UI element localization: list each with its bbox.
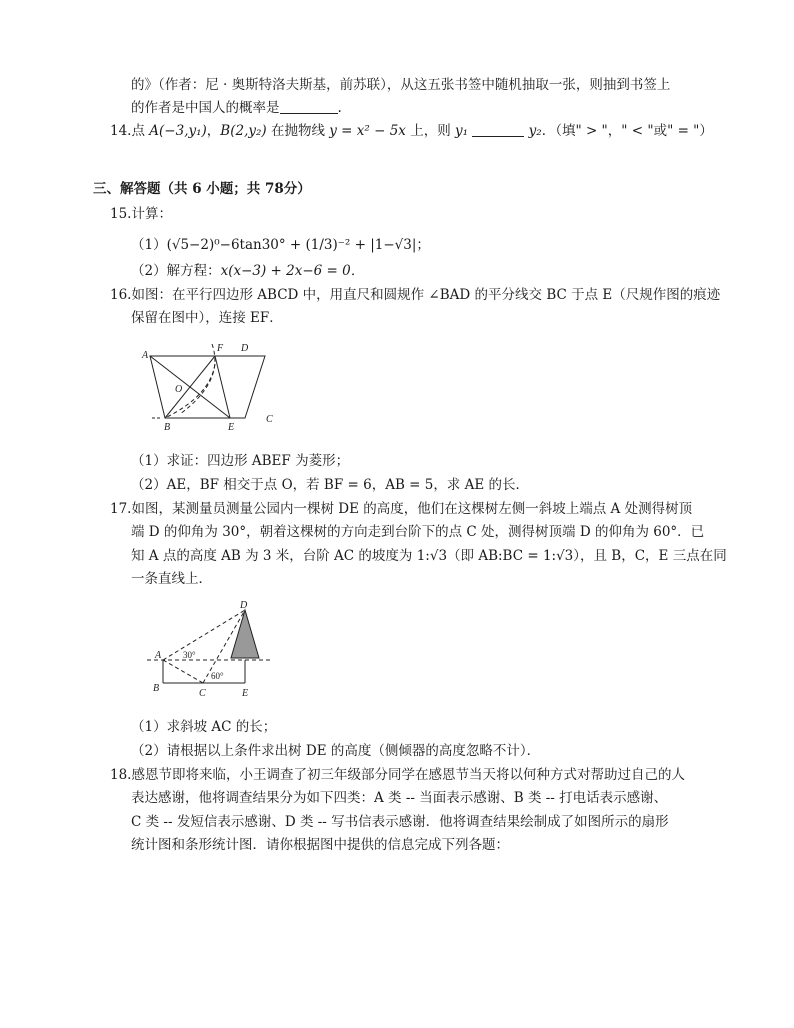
q18-line4: 统计图和条形统计图．请你根据图中提供的信息完成下列各题： — [131, 837, 509, 853]
q16-part1: （1）求证：四边形 ABEF 为菱形； — [131, 453, 350, 469]
q16-line2: 保留在图中），连接 EF． — [131, 310, 283, 326]
segment-bf — [165, 356, 215, 418]
q14: 14.点 A(−3,y₁)，B(2,y₂) 在抛物线 y = x² − 5x 上，则 y₁ y₂．（填" > "，" < "或" = "） — [110, 123, 713, 139]
label-b: B — [153, 683, 160, 694]
label-c: C — [266, 414, 273, 425]
label-d: D — [240, 600, 248, 611]
slope-ac — [163, 660, 203, 683]
q15-title: 15.计算： — [110, 206, 172, 222]
q17-line1: 17.如图，某测量员测量公园内一棵树 DE 的高度，他们在这棵树左侧一斜坡上端点 A 处测得树顶 — [110, 501, 693, 517]
parallelogram-figure — [140, 336, 290, 436]
answer-blank[interactable] — [280, 101, 338, 114]
q15-part1: （1）(√5−2)⁰−6tan30° + (1/3)⁻² + |1−√3|； — [131, 237, 430, 253]
label-e: E — [228, 422, 235, 433]
q13-line2: 的作者是中国人的概率是 . — [131, 100, 342, 116]
tree-measurement-figure — [145, 598, 285, 700]
q17-line2: 端 D 的仰角为 30°，朝着这棵树的方向走到台阶下的点 C 处，测得树顶端 D 的仰角为 60°．已 — [131, 524, 705, 540]
label-b: B — [164, 422, 171, 433]
q17-line3: 知 A 点的高度 AB 为 3 米，台阶 AC 的坡度为 1:√3（即 AB:BC = 1:√3），且 B，C，E 三点在同 — [131, 548, 727, 564]
angle-60-label: 60° — [211, 671, 224, 681]
compass-arc-2 — [165, 364, 215, 418]
answer-blank[interactable] — [472, 124, 524, 137]
q16-part2: （2）AE，BF 相交于点 O，若 BF = 6，AB = 5，求 AE 的长． — [131, 477, 530, 493]
q17-line4: 一条直线上． — [131, 571, 212, 587]
label-a: A — [142, 350, 149, 361]
q17-part2: （2）请根据以上条件求出树 DE 的高度（侧倾器的高度忽略不计）． — [131, 743, 541, 759]
label-o: O — [175, 384, 183, 395]
q17-part1: （1）求斜坡 AC 的长； — [131, 719, 277, 735]
angle-30-label: 30° — [183, 650, 196, 660]
q18-line1: 18.感恩节即将来临，小王调查了初三年级部分同学在感恩节当天将以何种方式对帮助过自己的人 — [110, 767, 685, 783]
section-title: 三、解答题（共 6 小题；共 78分） — [93, 181, 311, 197]
label-e: E — [242, 688, 249, 699]
label-d: D — [241, 343, 249, 354]
q16-line1: 16.如图：在平行四边形 ABCD 中，用直尺和圆规作 ∠BAD 的平分线交 BC 于点 E（尺规作图的痕迹 — [110, 287, 721, 303]
q15-part2: （2）解方程：x(x−3) + 2x−6 = 0． — [131, 263, 365, 279]
label-a: A — [155, 650, 162, 661]
tree-crown — [231, 610, 259, 658]
q18-line3: C 类 -- 发短信表示感谢、D 类 -- 写书信表示感谢．他将调查结果绘制成了如图所示的扇形 — [131, 814, 669, 830]
q18-line2: 表达感谢，他将调查结果分为如下四类：A 类 -- 当面表示感谢、B 类 -- 打电话表示感谢、 — [131, 790, 668, 806]
label-f: F — [217, 343, 224, 354]
q13-line1: 的》（作者：尼 · 奥斯特洛夫斯基，前苏联），从这五张书签中随机抽取一张，则抽到书签上 — [131, 77, 671, 93]
label-c: C — [199, 688, 206, 699]
